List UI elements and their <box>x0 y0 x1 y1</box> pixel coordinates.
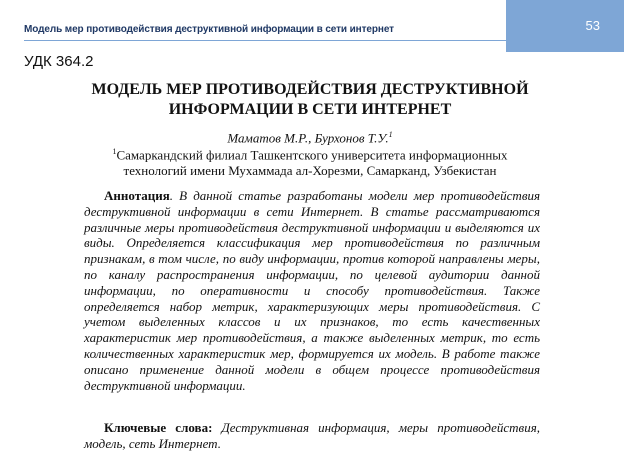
affiliation-line-1: $^1$Самаркандский филиал Ташкентского университета информационных <box>112 147 508 163</box>
author-affiliation-mark: 1 <box>388 130 393 139</box>
keywords-label: Ключевые слова: <box>104 420 213 435</box>
title-line-2: ИНФОРМАЦИИ В СЕТИ ИНТЕРНЕТ <box>168 101 452 118</box>
author-names: Маматов М.Р., Бурхонов Т.У. <box>227 130 389 146</box>
title-line-1: МОДЕЛЬ МЕР ПРОТИВОДЕЙСТВИЯ ДЕСТРУКТИВНОЙ <box>91 81 529 98</box>
affiliation-line-2: технологий имени Мухаммада ал-Хорезми, Самарканд, Узбекистан <box>123 163 497 179</box>
abstract-label: Аннотация <box>104 188 170 203</box>
article-title <box>60 80 560 120</box>
running-header: Модель мер противодействия деструктивной информации в сети интернет <box>24 24 394 35</box>
affiliation-mark: 1 <box>112 147 117 156</box>
keywords <box>84 420 540 452</box>
page-number-tab <box>506 0 624 52</box>
abstract <box>84 188 540 393</box>
page-number: 53 <box>585 18 600 33</box>
keywords-text: Деструктивная информация, меры противодействия, модель, сеть Интернет. <box>84 420 540 451</box>
affiliation <box>70 144 550 179</box>
abstract-text: . В данной статье разработаны модели мер противодействия деструктивной информации в сети Интернет. В статье рассматриваются различные меры противодействия деструктивной информации и выделяются их виды. Определяется классификация мер противодействия по различным признакам, в том числе, по виду информации, против которой направлены меры, по каналу распространения информации, по целевой аудитории данной информации, по оперативности и способу противодействия. Также определяется набор метрик, характеризующих меры противодействия. С учетом выделенных классов и их признаков, то есть качественных характеристик мер противодействия, а также выделенных метрик, то есть количественных характеристик мер, формируется их модель. В работе также описано применение данной модели в общем процессе противодействия деструктивной информации. <box>84 188 540 393</box>
udk-code: УДК 364.2 <box>24 53 94 70</box>
header-rule <box>24 40 506 41</box>
